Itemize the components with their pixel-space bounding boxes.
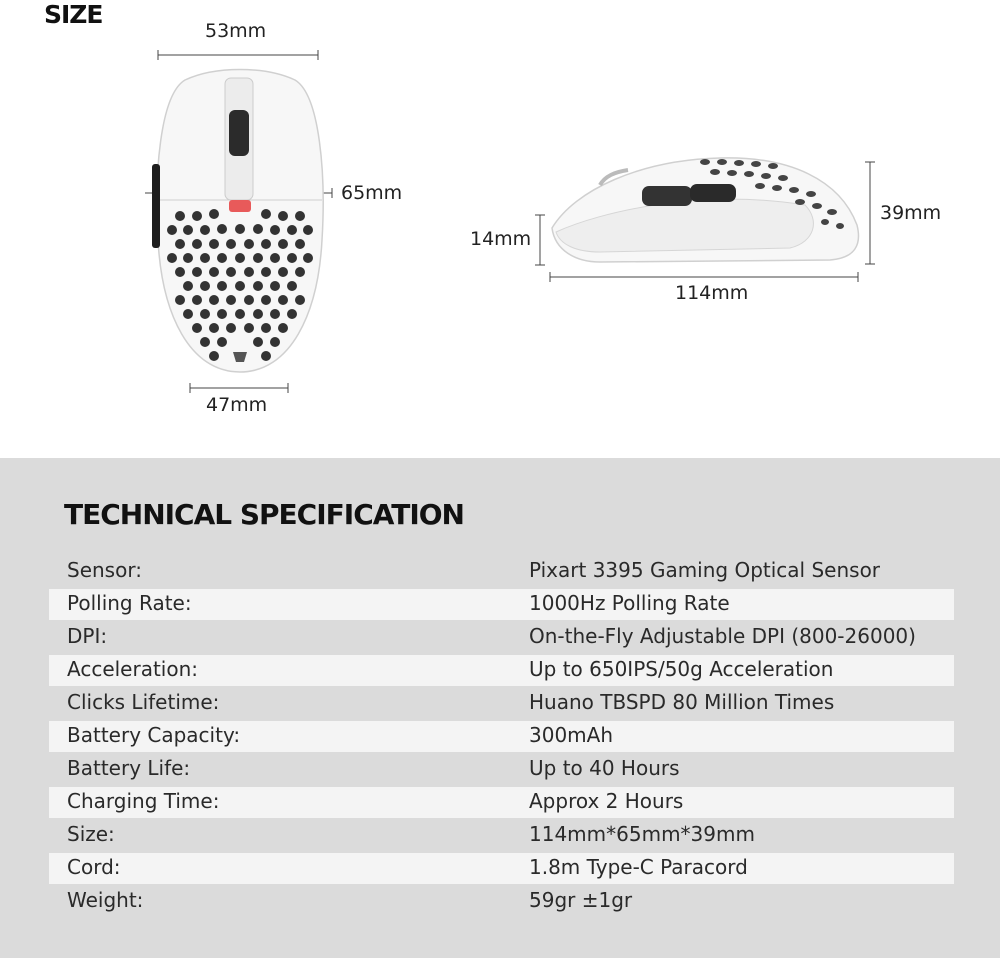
- spec-value: Approx 2 Hours: [529, 789, 684, 813]
- spec-key: Cord:: [67, 855, 121, 879]
- dim-height-back: 39mm: [880, 202, 942, 224]
- spec-row-polling-rate: [49, 589, 954, 620]
- spec-row-acceleration: [49, 655, 954, 686]
- dim-height-front: 14mm: [470, 228, 532, 250]
- spec-value: On-the-Fly Adjustable DPI (800-26000): [529, 624, 916, 648]
- spec-value: 300mAh: [529, 723, 614, 747]
- spec-value: 59gr ±1gr: [529, 888, 633, 912]
- dim-width-top: 53mm: [205, 20, 267, 42]
- spec-value: Pixart 3395 Gaming Optical Sensor: [529, 558, 881, 582]
- spec-key: Battery Capacity:: [67, 723, 241, 747]
- mouse-side-view: [552, 158, 859, 262]
- spec-section: [0, 458, 1000, 958]
- spec-key: Sensor:: [67, 558, 142, 582]
- dim-length-side: 65mm: [341, 182, 403, 204]
- spec-value: Up to 650IPS/50g Acceleration: [529, 657, 834, 681]
- spec-row-sensor: [49, 556, 954, 587]
- spec-row-dpi: [49, 622, 954, 653]
- spec-value: Huano TBSPD 80 Million Times: [529, 690, 835, 714]
- spec-row-size: [49, 820, 954, 851]
- spec-key: Weight:: [67, 888, 144, 912]
- spec-key: DPI:: [67, 624, 108, 648]
- spec-key: Charging Time:: [67, 789, 220, 813]
- spec-row-charging-time: [49, 787, 954, 818]
- spec-row-battery-capacity: [49, 721, 954, 752]
- spec-row-battery-life: [49, 754, 954, 785]
- spec-title: TECHNICAL SPECIFICATION: [64, 498, 464, 531]
- dim-length: 114mm: [675, 282, 749, 304]
- spec-key: Clicks Lifetime:: [67, 690, 220, 714]
- spec-key: Battery Life:: [67, 756, 191, 780]
- spec-key: Size:: [67, 822, 115, 846]
- mouse-top-view: [152, 70, 323, 373]
- spec-value: 1000Hz Polling Rate: [529, 591, 730, 615]
- spec-value: 1.8m Type-C Paracord: [529, 855, 748, 879]
- size-section: [0, 0, 1000, 458]
- spec-row-cord: [49, 853, 954, 884]
- spec-row-clicks-lifetime: [49, 688, 954, 719]
- spec-key: Acceleration:: [67, 657, 199, 681]
- spec-row-weight: [49, 886, 954, 917]
- spec-value: 114mm*65mm*39mm: [529, 822, 755, 846]
- spec-key: Polling Rate:: [67, 591, 192, 615]
- size-title: SIZE: [44, 0, 103, 29]
- spec-value: Up to 40 Hours: [529, 756, 680, 780]
- dim-width-bottom: 47mm: [206, 394, 268, 416]
